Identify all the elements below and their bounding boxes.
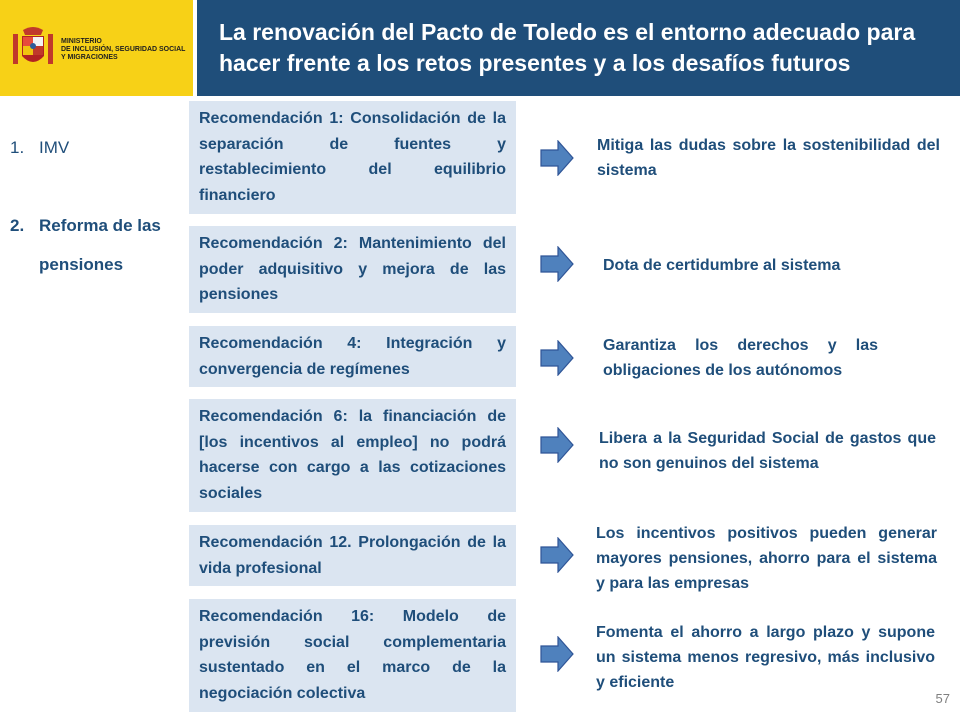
result-text: Los incentivos positivos pueden generar mayores pensiones, ahorro para el sistema y para las empresas: [596, 525, 937, 592]
result-text: Fomenta el ahorro a largo plazo y supone un sistema menos regresivo, más inclusivo y eficiente: [596, 624, 935, 691]
coat-of-arms-icon: [11, 26, 55, 70]
slide-title: La renovación del Pacto de Toledo es el entorno adecuado para hacer frente a los retos presentes y a los desafíos futuros: [219, 19, 916, 76]
recommendation-box: Recomendación 1: Consolidación de la separación de fuentes y restablecimiento del equilibrio financiero: [189, 101, 516, 214]
result-text: Dota de certidumbre al sistema: [603, 257, 841, 274]
right-arrow-icon: [540, 246, 574, 282]
outline-item-imv: 1. IMV: [10, 138, 70, 157]
recommendation-box: Recomendación 12. Prolongación de la vida profesional: [189, 525, 516, 586]
recommendation-box: Recomendación 4: Integración y convergencia de regímenes: [189, 326, 516, 387]
result-text: Garantiza los derechos y las obligaciones de los autónomos: [603, 337, 878, 379]
right-arrow-icon: [540, 140, 574, 176]
ministry-logo-block: [0, 0, 193, 96]
result-text: Mitiga las dudas sobre la sostenibilidad del sistema: [597, 137, 940, 179]
recommendation-box: Recomendación 6: la financiación de [los incentivos al empleo] no podrá hacerse con cargo a las cotizaciones sociales: [189, 399, 516, 512]
recommendation-box: Recomendación 16: Modelo de previsión social complementaria sustentado en el marco de la negociación colectiva: [189, 599, 516, 712]
title-bar: [197, 0, 960, 96]
ministry-name: MINISTERIO DE INCLUSIÓN, SEGURIDAD SOCIAL Y MIGRACIONES: [61, 38, 186, 61]
outline-item-reforma: 2. Reforma de las: [10, 216, 161, 235]
result-text: Libera a la Seguridad Social de gastos que no son genuinos del sistema: [599, 430, 936, 472]
right-arrow-icon: [540, 636, 574, 672]
right-arrow-icon: [540, 340, 574, 376]
right-arrow-icon: [540, 427, 574, 463]
right-arrow-icon: [540, 537, 574, 573]
recommendation-box: Recomendación 2: Mantenimiento del poder adquisitivo y mejora de las pensiones: [189, 226, 516, 313]
page-number: 57: [935, 691, 950, 706]
outline-item-reforma-cont: pensiones: [39, 255, 124, 274]
